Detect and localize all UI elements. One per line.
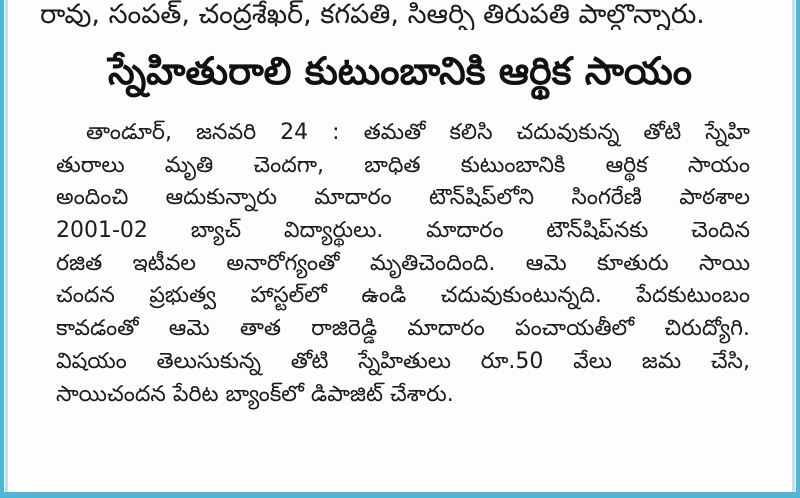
body-line: తాండూర్, జనవరి 24 : తమతో కలిసి చదువుకున్న తోటి స్నేహి (86, 120, 750, 145)
left-frame-border (0, 0, 8, 498)
previous-article-tail: రావు, సంపత్, చంద్రశేఖర్, కగపతి, సిఆర్పి తిరుపతి పాల్గొన్నారు. (40, 0, 705, 30)
body-line: అందించి ఆదుకున్నారు మాదారం టౌన్‌షిప్‌లోని సింగరేణి పాఠశాల (56, 185, 750, 211)
body-line: 2001-02 బ్యాచ్ విద్యార్థులు. మాదారం టౌన్‌షిప్‌నకు చెందిన (56, 218, 750, 244)
body-line: సాయిచందన పేరిట బ్యాంక్‌లో డిపాజిట్ చేశారు. (56, 381, 454, 407)
bottom-frame-border (0, 492, 800, 498)
right-frame-border (792, 0, 800, 498)
body-line: కావడంతో ఆమె తాత రాజిరెడ్డి మాదారం పంచాయతీలో చిరుద్యోగి. (56, 316, 750, 342)
article-headline: స్నేహితురాలి కుటుంబానికి ఆర్థిక సాయం (107, 49, 693, 93)
bottom-cut-edge (8, 476, 792, 492)
body-line: విషయం తెలుసుకున్న తోటి స్నేహితులు రూ.50 వేలు జమ చేసి, (56, 348, 750, 374)
body-line: చందన ప్రభుత్వ హాస్టల్‌లో ఉండి చదువుకుంటున్నది. పేదకుటుంబం (56, 283, 750, 309)
body-line: రజిత ఇటీవల అనారోగ్యంతో మృతిచెందింది. ఆమె కూతురు సాయి (56, 250, 750, 276)
body-line: తురాలు మృతి చెందగా, బాధిత కుటుంబానికి ఆర్థిక సాయం (56, 152, 750, 178)
article-body (56, 117, 750, 411)
